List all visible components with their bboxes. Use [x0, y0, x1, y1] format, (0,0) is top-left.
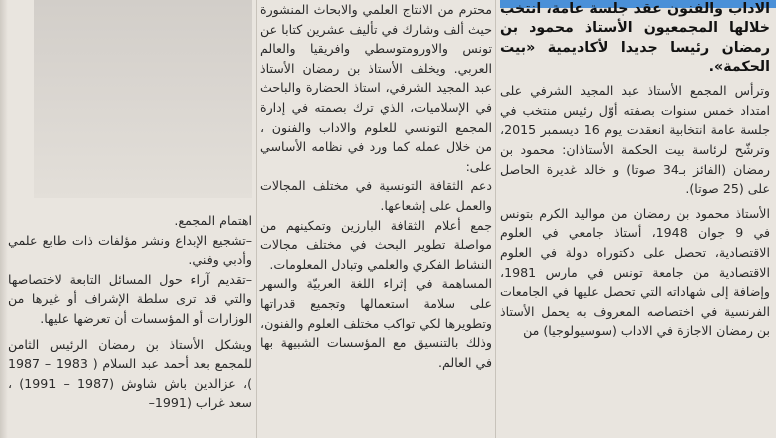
- portrait-photo: [34, 0, 252, 198]
- paragraph-left-3: –تقديم آراء حول المسائل التابعة لاختصاصها والتي قد ترى سلطة الإشراف أو غيرها من الوزارات أو المؤسسات أن تعرضها عليها.: [8, 271, 252, 326]
- column-rule: [495, 0, 496, 438]
- paragraph-middle-2: دعم الثقافة التونسية في مختلف المجالات والعمل على إشعاعها.: [260, 178, 492, 213]
- paragraph-left-4: ويشكل الأستاذ بن رمضان الرئيس الثامن للمجمع بعد أحمد عبد السلام ( 1983 – 1987 )، عزالدين باش شاوش (1987 – 1991) ، سعد غراب (1991–: [8, 336, 252, 411]
- right-column: [500, 0, 770, 341]
- paragraph-right-1: وترأس المجمع الأستاذ عبد المجيد الشرفي على امتداد خمس سنوات بصفته أوّل رئيس منتخب في جلسة عامة انتخابية انعقدت يوم 16 ديسمبر 2015، وترشّح لرئاسة بيت الحكمة الأستاذان: محمود بن رمضان (الفائز بـ34 صوتا) و خالد غديرة الحاصل على (25 صوتا).: [500, 83, 771, 197]
- middle-column: [260, 0, 492, 372]
- page-edge: [0, 0, 8, 438]
- article-headline: الاداب والفنون عقد جلسة عامة، انتخب خلالها المجمعيون الأستاذ محمود بن رمضان رئيسا جديدا لأكاديمية «بيت الحكمة».: [500, 1, 770, 75]
- paragraph-left-1: اهتمام المجمع.: [174, 213, 252, 228]
- paragraph-middle-3: جمع أعلام الثقافة البارزين وتمكينهم من مواصلة تطوير البحث في مختلف مجالات النشاط الفكري والعلمي وتبادل المعلومات.: [260, 217, 492, 272]
- left-column: [8, 211, 252, 413]
- paragraph-middle-1: محترم من الانتاج العلمي والابحاث المنشورة حيث ألف وشارك في تأليف عشرين كتابا عن تونس والاورومتوسطي وافريقيا والعالم العربي. ويخلف الأستاذ بن رمضان الأستاذ عبد المجيد الشرفي، استاذ الحضارة والباحث في الإسلاميات، الذي ترك بصمته في إدارة المجمع التونسي للعلوم والاداب والفنون ، من خلال عمله كما ورد في نظامه الأساسي على:: [260, 2, 492, 174]
- paragraph-left-2: –تشجيع الإبداع ونشر مؤلفات ذات طابع علمي وأدبي وفني.: [8, 232, 252, 268]
- paragraph-middle-4: المساهمة في إثراء اللغة العربيّة والسهر على سلامة استعمالها وتجميع قدراتها وتطويرها لكي تواكب مختلف العلوم والفنون، وذلك بالتنسيق مع المؤسسات الشبيهة بها في العالم.: [260, 276, 492, 370]
- column-rule: [256, 0, 257, 438]
- paragraph-right-2: الأستاذ محمود بن رمضان من مواليد الكرم بتونس في 9 جوان 1948، أستاذ جامعي في العلوم الاقتصادية، تحصل على دكتوراه دولة في العلوم الاقتصادية من جامعة تونس في مارس 1981، وإضافة إلى شهاداته التي تحصل عليها في الجامعات الفرنسية في اختصاصه المعروف به يحمل الأستاذ بن رمضان الاجازة في الاداب (سوسيولوجيا) من: [500, 205, 771, 339]
